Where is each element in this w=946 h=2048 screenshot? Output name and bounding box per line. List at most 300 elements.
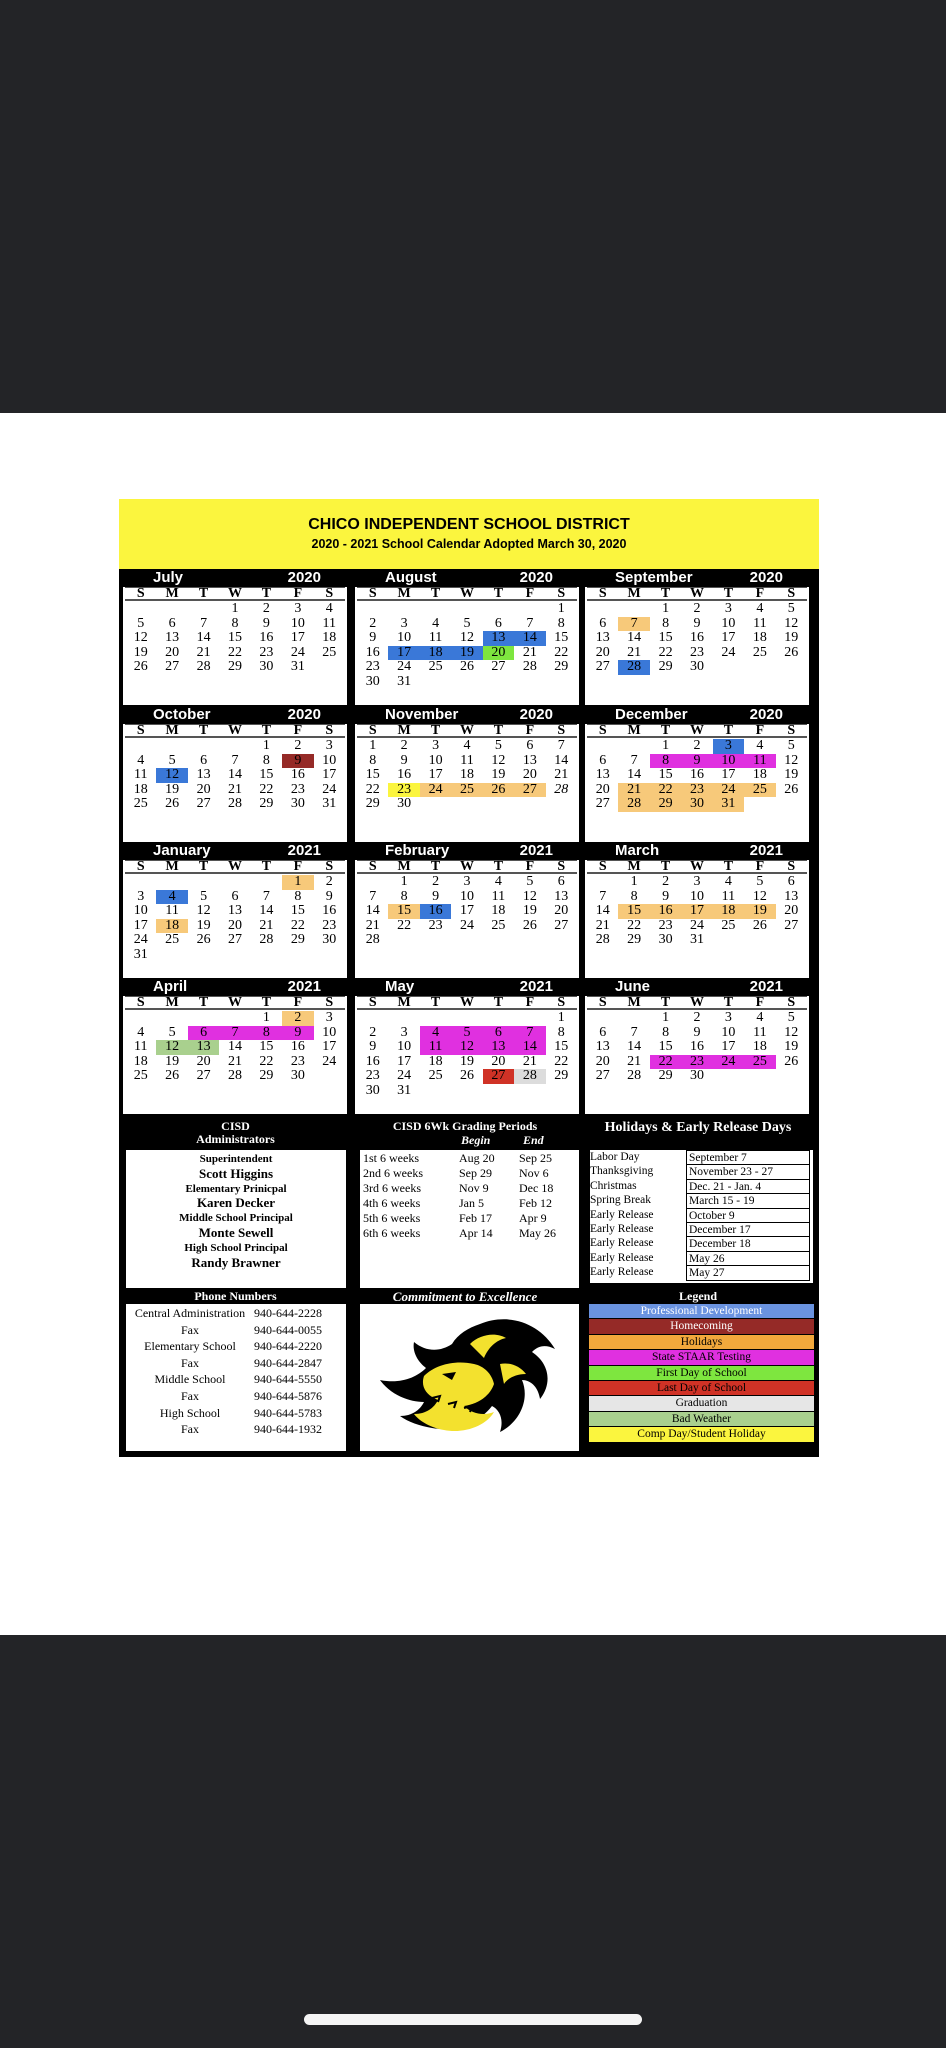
empty-cell [451,602,482,617]
month-body [585,860,809,978]
weekday-label: F [525,586,535,601]
empty-cell [587,875,618,890]
holiday-row [590,1265,813,1279]
day-cell: 6 [526,738,534,753]
day-cell: 16 [365,644,380,660]
day-cell: 3 [400,615,408,631]
day-cell: 3 [724,1010,732,1025]
day-cell: 20 [595,781,610,797]
day-cell: 13 [595,767,610,783]
empty-cell [514,602,545,617]
weekday-label: S [136,586,145,601]
day-cell: 15 [618,904,649,919]
legend-item: Graduation [589,1396,814,1411]
admin-title-line1: CISD [221,1119,250,1133]
day-cell: 18 [133,781,148,797]
empty-cell [357,1011,388,1026]
day-cell: 19 [196,917,211,933]
day-cell: 5 [787,601,795,616]
weekday-label: S [598,859,607,874]
day-cell: 21 [618,783,649,798]
weekday-label: S [368,995,377,1010]
weekday-label: T [723,859,734,874]
month-name: March [615,842,660,859]
day-cell: 3 [294,601,302,616]
day-cell: 4 [756,1010,764,1025]
day-cell: 5 [168,1024,176,1040]
weekday-header [357,587,577,601]
weekday-label: F [755,995,765,1010]
phone-number: 940-644-5550 [254,1372,322,1387]
day-cell: 14 [259,903,274,919]
day-cell: 14 [514,631,545,646]
phone-row [126,1305,346,1322]
day-cell: 9 [369,630,377,646]
day-cell: 7 [557,738,565,753]
day-cell: 19 [784,1039,799,1055]
day-cell: 13 [227,903,242,919]
day-cell: 27 [514,783,545,798]
day-cell: 18 [459,767,474,783]
day-cell: 7 [630,1024,638,1040]
weekday-label: F [293,995,303,1010]
day-cell: 14 [627,1039,642,1055]
day-cell: 11 [428,630,443,646]
day-cell: 17 [681,904,712,919]
day-cell: 27 [491,659,506,675]
day-cell: 17 [388,646,419,661]
school-calendar-document [119,499,819,1457]
day-cell: 8 [262,752,270,768]
day-cell: 5 [787,738,795,753]
day-cell: 1 [400,874,408,889]
holiday-row [590,1164,813,1178]
day-cell: 13 [595,630,610,646]
day-cell: 31 [713,797,744,812]
month-name: January [153,842,211,859]
weekday-label: S [136,723,145,738]
day-cell: 9 [432,888,440,904]
day-cell: 11 [744,754,775,769]
day-cell: 14 [227,767,242,783]
legend-item: First Day of School [589,1366,814,1381]
weekday-label: W [459,859,474,874]
day-cell: 18 [133,1053,148,1069]
weekday-label: T [723,723,734,738]
day-cell: 4 [137,752,145,768]
day-cell: 29 [259,1068,274,1084]
day-cell: 27 [227,932,242,948]
legend-title: Legend [678,1289,717,1303]
phone-label: Elementary School [144,1339,236,1354]
month-november [355,706,579,842]
day-cell: 15 [658,630,673,646]
day-cell: 23 [658,917,673,933]
day-cell: 14 [196,630,211,646]
day-cell: 8 [662,615,670,631]
day-cell: 12 [491,752,506,768]
empty-cell [219,875,250,890]
grading-period: 1st 6 weeks [363,1151,419,1165]
phone-numbers-panel [126,1304,346,1451]
day-cell: 21 [595,917,610,933]
empty-cell [125,739,156,754]
day-cell: 10 [459,888,474,904]
day-cell: 25 [322,644,337,660]
day-cell: 14 [514,1040,545,1055]
day-cell: 1 [231,601,239,616]
day-cell: 7 [630,752,638,768]
weekday-header [357,860,577,874]
day-cell: 16 [259,630,274,646]
day-cell: 26 [522,917,537,933]
month-name: June [615,978,651,995]
month-body [123,996,347,1114]
day-cell: 1 [282,875,313,890]
home-indicator[interactable] [304,2014,642,2025]
month-title [585,569,809,587]
admin-role: Elementary Prinicpal [185,1182,287,1195]
day-cell: 20 [483,646,514,661]
day-cell: 21 [227,781,242,797]
day-cell: 10 [721,1024,736,1040]
day-cell: 30 [681,797,712,812]
weekday-header [125,860,345,874]
weekday-label: S [598,723,607,738]
day-cell: 27 [196,796,211,812]
day-cell: 6 [188,1026,219,1041]
day-cell: 19 [165,1053,180,1069]
day-cell: 28 [259,932,274,948]
day-cell: 4 [137,1024,145,1040]
phone-number: 940-644-5876 [254,1388,322,1403]
holiday-label: Early Release [590,1237,654,1250]
weekday-label: T [660,723,671,738]
weekday-label: T [430,859,441,874]
day-cell: 17 [322,1039,337,1055]
day-cell: 25 [721,917,736,933]
grading-period: 2nd 6 weeks [363,1166,423,1180]
phone-label: Fax [181,1322,199,1337]
day-cell: 2 [369,615,377,631]
empty-cell [125,875,156,890]
day-cell: 19 [459,1053,474,1069]
day-cell: 29 [290,932,305,948]
weekday-header [125,587,345,601]
day-cell: 22 [554,1053,569,1069]
day-cell: 22 [259,1053,274,1069]
holiday-date: October 9 [686,1208,810,1223]
day-cell: 19 [522,903,537,919]
day-cell: 4 [724,874,732,889]
day-cell: 15 [388,904,419,919]
weekday-label: T [198,586,209,601]
day-cell: 10 [397,630,412,646]
day-cell: 16 [420,904,451,919]
day-cell: 22 [227,644,242,660]
day-cell: 27 [554,917,569,933]
holiday-row [590,1222,813,1236]
day-cell: 10 [713,754,744,769]
day-cell: 22 [290,917,305,933]
admin-role: Middle School Principal [179,1212,293,1225]
day-cell: 8 [251,1026,282,1041]
phone-row [126,1421,346,1438]
grading-row [360,1166,579,1181]
admin-name: Scott Higgins [198,1165,274,1181]
bottom-dark-bar [0,1635,946,2048]
day-cell: 24 [420,783,451,798]
day-cell: 16 [365,1053,380,1069]
day-cell: 4 [156,890,187,905]
day-cell: 19 [451,646,482,661]
holiday-row [590,1150,813,1164]
day-cell: 18 [713,904,744,919]
weekday-label: W [689,995,704,1010]
phone-label: Fax [181,1355,199,1370]
weekday-label: F [755,586,765,601]
day-cell: 23 [388,783,419,798]
day-cell: 30 [259,659,274,675]
grading-row [360,1151,579,1166]
day-cell: 12 [784,752,799,768]
day-cell: 26 [784,781,799,797]
holiday-date: March 15 - 19 [686,1193,810,1208]
weekday-label: F [755,723,765,738]
day-cell: 5 [200,888,208,904]
empty-cell [618,739,649,754]
month-body [123,724,347,842]
empty-cell [156,1011,187,1026]
day-cell: 24 [133,932,148,948]
day-cell: 5 [526,874,534,889]
grading-title: CISD 6Wk Grading Periods [392,1119,538,1133]
empty-cell [587,1011,618,1026]
weekday-label: S [136,995,145,1010]
month-year: 2021 [749,842,783,859]
day-cell: 10 [689,888,704,904]
day-cell: 6 [599,1024,607,1040]
weekday-label: T [261,586,272,601]
day-cell: 26 [784,644,799,660]
day-cell: 12 [752,888,767,904]
day-cell: 11 [491,888,506,904]
weekday-label: S [787,723,796,738]
day-cell: 27 [784,917,799,933]
day-cell: 3 [713,739,744,754]
day-cell: 13 [595,1039,610,1055]
day-cell: 7 [526,615,534,631]
day-cell: 2 [369,1024,377,1040]
day-cell: 31 [133,946,148,962]
day-cell: 14 [627,767,642,783]
day-cell: 12 [196,903,211,919]
month-name: September [615,569,693,586]
holiday-date: September 7 [686,1150,810,1165]
grading-row [360,1181,579,1196]
empty-cell [219,1011,250,1026]
day-cell: 27 [196,1068,211,1084]
day-cell: 4 [432,615,440,631]
day-cell: 7 [219,1026,250,1041]
weekday-label: S [368,723,377,738]
weekday-label: T [430,995,441,1010]
phone-label: Middle School [154,1372,226,1387]
day-cell: 25 [744,783,775,798]
month-year: 2021 [519,978,553,995]
day-cell: 7 [599,888,607,904]
grading-begin: Apr 14 [459,1226,493,1240]
day-cell: 20 [595,644,610,660]
day-cell: 21 [259,917,274,933]
day-cell: 17 [428,767,443,783]
phone-row [126,1371,346,1388]
weekday-label: W [227,995,242,1010]
day-cell: 28 [554,781,569,797]
day-cell: 18 [752,1039,767,1055]
month-title [355,842,579,860]
weekday-header [125,724,345,738]
begin-header: Begin [461,1133,491,1147]
admin-name: Randy Brawner [191,1254,281,1270]
day-cell: 10 [290,615,305,631]
month-body [355,587,579,705]
day-cell: 17 [133,917,148,933]
day-cell: 9 [693,1024,701,1040]
day-cell: 26 [459,1068,474,1084]
weekday-label: M [165,586,179,601]
month-july [123,569,347,705]
day-cell: 15 [658,1039,673,1055]
weekday-label: W [689,723,704,738]
day-cell: 29 [658,659,673,675]
day-cell: 29 [227,659,242,675]
weekday-label: S [325,859,334,874]
grading-begin: Aug 20 [459,1151,495,1165]
day-cell: 1 [369,738,377,753]
day-cell: 10 [133,903,148,919]
weekday-label: S [325,995,334,1010]
day-cell: 29 [365,796,380,812]
month-title [123,842,347,860]
weekday-label: T [198,995,209,1010]
empty-cell [420,1011,451,1026]
grading-end: Apr 9 [519,1211,547,1225]
day-cell: 12 [784,615,799,631]
day-cell: 10 [721,615,736,631]
weekday-label: M [397,586,411,601]
weekday-label: S [136,859,145,874]
day-cell: 11 [460,752,474,768]
day-cell: 5 [137,615,145,631]
day-cell: 2 [400,738,408,753]
empty-cell [587,602,618,617]
day-cell: 12 [156,1040,187,1055]
day-cell: 3 [137,888,145,904]
month-may [355,978,579,1114]
empty-cell [388,1011,419,1026]
month-title [123,978,347,996]
admin-title-line2: Administrators [196,1132,275,1146]
holiday-row [590,1208,813,1222]
legend-item: Homecoming [589,1319,814,1334]
day-cell: 1 [662,1010,670,1025]
weekday-label: W [459,723,474,738]
month-body [355,996,579,1114]
weekday-label: F [293,586,303,601]
day-cell: 26 [165,796,180,812]
phone-number: 940-644-2220 [254,1339,322,1354]
day-cell: 26 [196,932,211,948]
phone-number: 940-644-2847 [254,1355,322,1370]
day-cell: 28 [595,932,610,948]
holiday-date: November 23 - 27 [686,1164,810,1179]
calendar-subtitle: 2020 - 2021 School Calendar Adopted March 30, 2020 [311,537,627,551]
day-cell: 11 [165,903,179,919]
day-cell: 22 [554,644,569,660]
holiday-row [590,1236,813,1250]
day-cell: 13 [554,888,569,904]
day-cell: 25 [133,1068,148,1084]
day-cell: 28 [227,1068,242,1084]
empty-cell [188,1011,219,1026]
day-cell: 30 [658,932,673,948]
weekday-label: F [525,995,535,1010]
day-cell: 21 [365,917,380,933]
empty-cell [251,875,282,890]
day-cell: 3 [463,874,471,889]
month-name: December [615,706,688,723]
day-grid [357,1011,577,1099]
weekday-label: W [459,586,474,601]
day-grid [125,739,345,812]
day-cell: 12 [784,1024,799,1040]
empty-cell [514,1011,545,1026]
month-year: 2020 [519,569,553,586]
weekday-label: T [430,586,441,601]
day-cell: 22 [658,644,673,660]
month-april [123,978,347,1114]
day-cell: 5 [756,874,764,889]
commitment-title: Commitment to Excellence [392,1289,538,1304]
empty-cell [156,602,187,617]
empty-cell [388,602,419,617]
day-cell: 25 [428,659,443,675]
month-year: 2020 [519,706,553,723]
weekday-header [587,860,807,874]
grading-period: 6th 6 weeks [363,1226,421,1240]
day-cell: 11 [753,615,767,631]
day-cell: 16 [689,1039,704,1055]
empty-cell [618,1011,649,1026]
day-cell: 23 [365,659,380,675]
holiday-date: December 18 [686,1236,810,1251]
day-cell: 6 [599,752,607,768]
day-grid [357,739,577,812]
weekday-label: S [787,586,796,601]
day-cell: 8 [369,752,377,768]
day-cell: 25 [165,932,180,948]
admin-role: Superintendent [199,1153,273,1165]
weekday-label: M [627,723,641,738]
day-cell: 3 [400,1024,408,1040]
month-body [123,860,347,978]
day-cell: 24 [689,917,704,933]
day-cell: 16 [650,904,681,919]
day-cell: 18 [752,767,767,783]
weekday-label: T [261,995,272,1010]
empty-cell [357,602,388,617]
